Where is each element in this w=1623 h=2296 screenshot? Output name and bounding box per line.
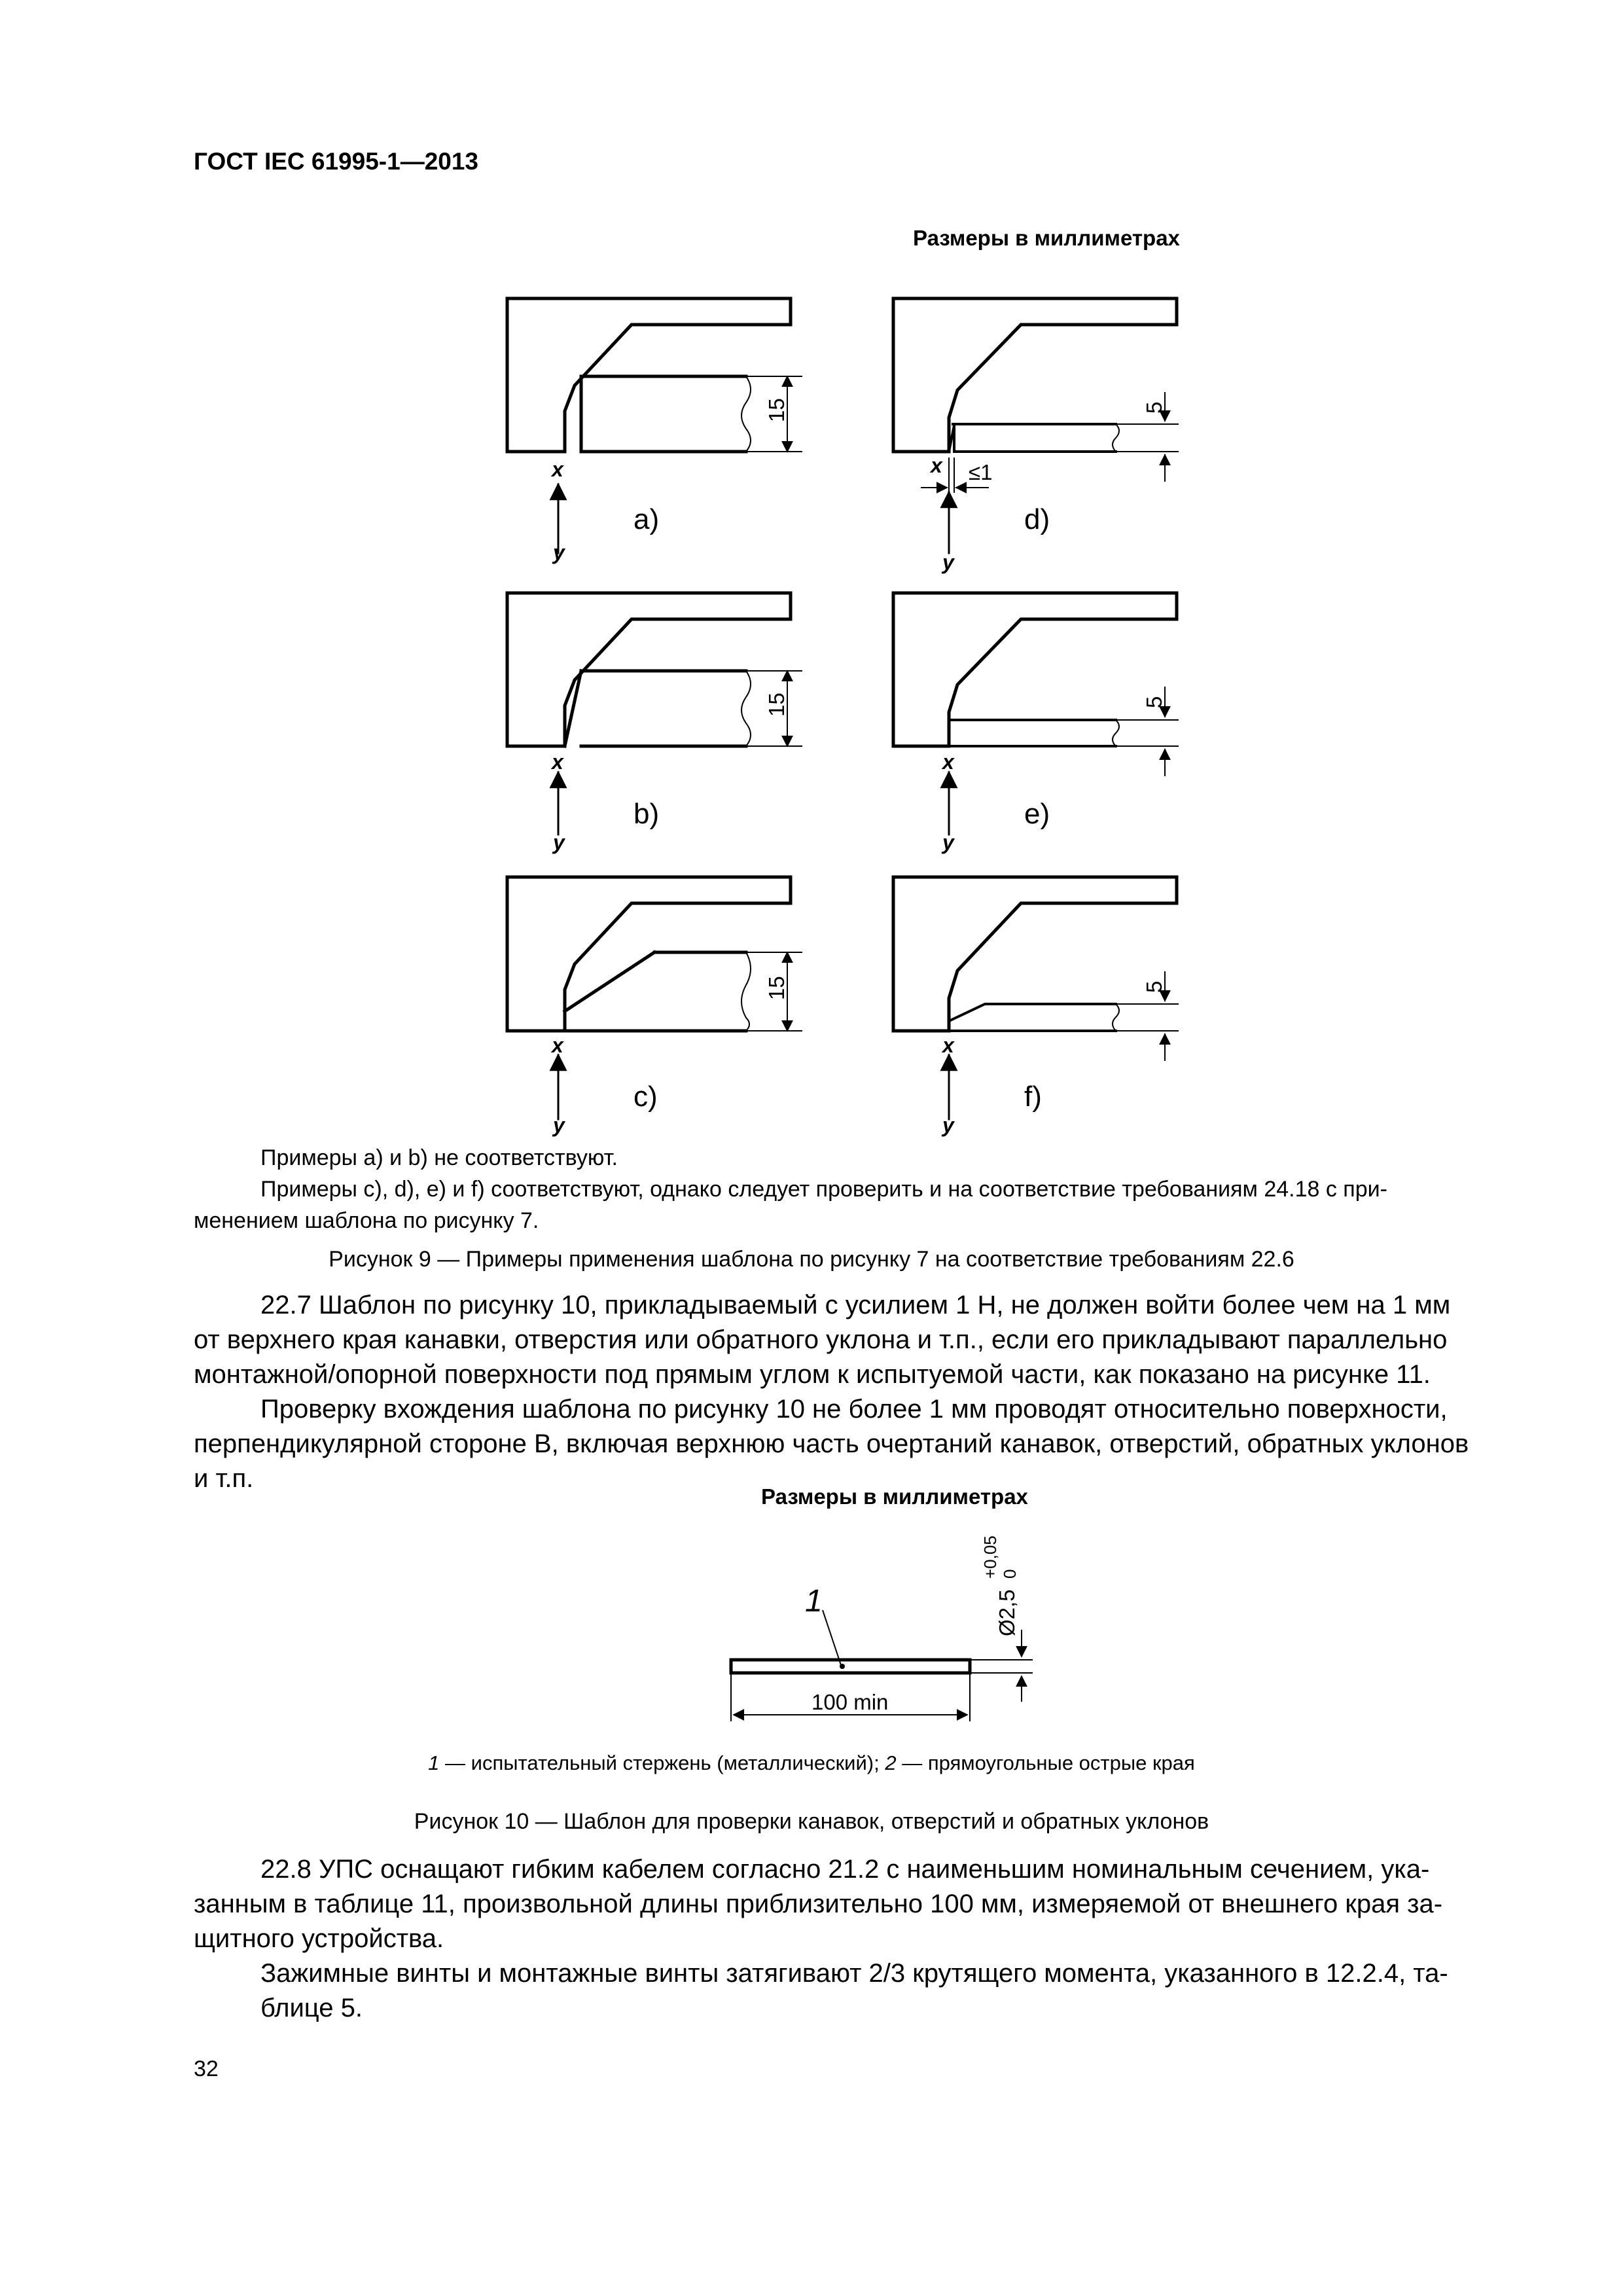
figure10-callout-1: 1 (805, 1584, 823, 1619)
axis-x-label: x (931, 454, 942, 477)
sec-22-7-p1-line3: монтажной/опорной поверхности под прямым углом к испытуемой части, как показано на рисунке 11. (194, 1360, 1431, 1389)
legend-num-1: 1 (428, 1751, 440, 1774)
panel-a-label: a) (633, 503, 660, 535)
legend-text-1: — испытательный стержень (металлический); (439, 1751, 885, 1774)
sec-22-7-p2-line2: перпендикулярной стороне В, включая верхнюю часть очертаний канавок, отверстий, обратных уклонов (194, 1429, 1469, 1458)
axis-y-label: y (942, 1113, 954, 1137)
sec-22-8-p2-line1: Зажимные винты и монтажные винты затягивают 2/3 крутящего момента, указанного в 12.2.4, та- (260, 1959, 1448, 1988)
sec-22-7-p2-line1: Проверку вхождения шаблона по рисунку 10 не более 1 мм проводят относительно поверхности, (260, 1395, 1448, 1424)
axis-y-label: y (553, 831, 565, 854)
page-number: 32 (194, 2056, 219, 2081)
sec-22-7-p1-line1: 22.7 Шаблон по рисунку 10, прикладываемый с усилием 1 Н, не должен войти более чем на 1 мм (260, 1291, 1451, 1319)
figure10-tol-lower: 0 (1000, 1569, 1020, 1579)
dim-15-c: 15 (764, 976, 789, 1000)
figure9-caption: Рисунок 9 — Примеры применения шаблона по рисунку 7 на соответствие требованиям 22.6 (329, 1247, 1294, 1272)
axis-x-label: x (552, 457, 563, 481)
figure9-units-note: Размеры в миллиметрах (913, 226, 1180, 250)
figure9-note1: Примеры a) и b) не соответствуют. (260, 1145, 618, 1170)
figure9-note2-line2: менением шаблона по рисунку 7. (194, 1208, 539, 1233)
axis-y-label: y (942, 831, 954, 854)
sec-22-8-p1-line2: занным в таблице 11, произвольной длины приблизительно 100 мм, измеряемой от внешнего края за- (194, 1890, 1443, 1918)
figure10-diameter-dim: Ø2,5 (995, 1589, 1019, 1636)
figure10-drawing (0, 1505, 1623, 1741)
dim-15-b: 15 (764, 692, 789, 717)
sec-22-7-p1-line2: от верхнего края канавки, отверстия или обратного уклона и т.п., если его прикладывают параллельно (194, 1325, 1448, 1354)
legend-text-2: — прямоугольные острые края (896, 1751, 1195, 1774)
dim-le1-d: ≤1 (969, 460, 993, 484)
dim-15-a: 15 (764, 398, 789, 422)
dim-5-d: 5 (1142, 401, 1166, 414)
axis-x-label: x (552, 1033, 563, 1057)
sec-22-7-p2-line3: и т.п. (194, 1464, 254, 1493)
document-header: ГОСТ IEC 61995-1—2013 (194, 148, 479, 175)
figure10-caption: Рисунок 10 — Шаблон для проверки канавок, отверстий и обратных уклонов (414, 1809, 1209, 1834)
panel-c-label: c) (633, 1081, 658, 1113)
panel-e-label: e) (1024, 798, 1050, 830)
panel-b-label: b) (633, 798, 660, 830)
axis-y-label: y (942, 550, 954, 574)
axis-x-label: x (942, 1033, 954, 1057)
figure10-length-dim: 100 min (812, 1690, 889, 1714)
legend-num-2: 2 (885, 1751, 897, 1774)
dim-5-e: 5 (1142, 696, 1166, 708)
figure10-tol-upper: +0,05 (980, 1535, 1000, 1579)
sec-22-8-p2-line2: блице 5. (260, 1994, 363, 2022)
panel-f-label: f) (1024, 1081, 1042, 1113)
figure10-units-note: Размеры в миллиметрах (761, 1484, 1028, 1509)
figure10-legend (194, 1751, 1429, 1775)
axis-y-label: y (553, 541, 565, 564)
panel-d-label: d) (1024, 503, 1050, 535)
figure9-note2-line1: Примеры c), d), e) и f) соответствуют, однако следует проверить и на соответствие требованиям 24.18 с при- (260, 1177, 1387, 1202)
axis-x-label: x (942, 750, 954, 774)
axis-y-label: y (553, 1113, 565, 1137)
sec-22-8-p1-line1: 22.8 УПС оснащают гибким кабелем согласно 21.2 с наименьшим номинальным сечением, ука- (260, 1855, 1430, 1884)
axis-x-label: x (552, 750, 563, 774)
dim-5-f: 5 (1142, 980, 1166, 993)
sec-22-8-p1-line3: щитного устройства. (194, 1924, 444, 1953)
